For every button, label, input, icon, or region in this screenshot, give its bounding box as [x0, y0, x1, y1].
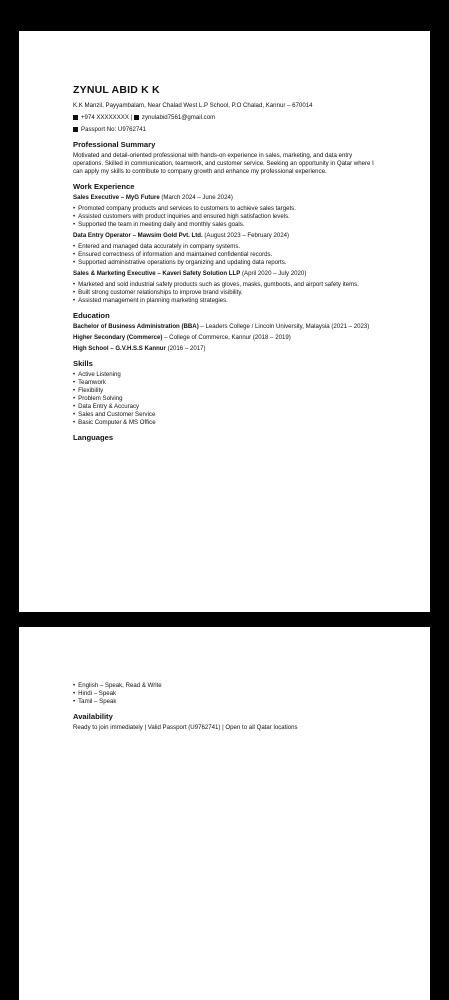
list-item: • Assisted customers with product inquiries and ensured high satisfaction levels.	[73, 213, 376, 221]
job-title: Sales & Marketing Executive – Kaveri Safety Solution LLP	[73, 270, 241, 277]
list-item: • Tamil – Speak	[73, 698, 376, 706]
phone-icon	[73, 115, 78, 120]
resume-page-2	[19, 627, 430, 1000]
list-item: • Ensured correctness of information and maintained confidential records.	[73, 251, 376, 259]
availability-text: Ready to join immediately | Valid Passport (U9762741) | Open to all Qatar locations	[73, 724, 298, 731]
experience-heading: Work Experience	[73, 182, 135, 191]
phone-number: +974 XXXXXXXX	[81, 114, 129, 121]
separator: |	[128, 114, 134, 121]
languages-list	[73, 682, 376, 706]
list-item: • Built strong customer relationships to improve brand visibility.	[73, 289, 376, 297]
list-item: • English – Speak, Read & Write	[73, 682, 376, 690]
job-entry	[73, 270, 376, 305]
list-item: • Active Listening	[73, 371, 376, 379]
job-bullets	[73, 281, 376, 305]
summary-heading: Professional Summary	[73, 140, 156, 149]
job-bullets	[73, 205, 376, 229]
job-title: Sales Executive – MyG Future	[73, 194, 160, 201]
job-dates: (April 2020 – July 2020)	[240, 270, 307, 277]
contact-line	[73, 114, 376, 122]
list-item: • Marketed and sold industrial safety products such as gloves, masks, gumboots, and airport safety items.	[73, 281, 376, 289]
skills-list	[73, 371, 376, 427]
passport-icon	[73, 127, 78, 132]
list-item: • Promoted company products and services to customers to achieve sales targets.	[73, 205, 376, 213]
address-line: K.K Manzil, Payyambalam, Near Chalad West L.P School, P.O Chalad, Kannur – 670014	[73, 102, 313, 109]
list-item: • Basic Computer & MS Office	[73, 419, 376, 427]
list-item: • Supported administrative operations by organizing and updating data reports.	[73, 259, 376, 267]
availability-heading: Availability	[73, 712, 113, 721]
email-address[interactable]: zynulabid7561@gmail.com	[141, 114, 216, 121]
resume-page-1	[19, 31, 430, 612]
job-dates: (August 2023 – February 2024)	[202, 232, 290, 239]
list-item: • Sales and Customer Service	[73, 411, 376, 419]
job-bullets	[73, 243, 376, 267]
job-entry	[73, 232, 376, 267]
degree: Higher Secondary (Commerce)	[73, 334, 163, 341]
list-item: • Flexibility	[73, 387, 376, 395]
education-entry	[73, 334, 376, 342]
candidate-name: ZYNUL ABID K K	[73, 84, 160, 96]
email-icon	[134, 115, 139, 120]
list-item: • Supported the team in meeting daily and monthly sales goals.	[73, 221, 376, 229]
education-heading: Education	[73, 311, 110, 320]
languages-heading: Languages	[73, 433, 114, 442]
degree: High School – G.V.H.S.S Kannur	[73, 345, 166, 352]
job-title-line	[73, 270, 376, 278]
passport-number: Passport No: U9762741	[81, 126, 147, 133]
education-entry	[73, 323, 376, 331]
list-item: • Problem Solving	[73, 395, 376, 403]
job-title-line	[73, 194, 376, 202]
list-item: • Hindi – Speak	[73, 690, 376, 698]
list-item: • Entered and managed data accurately in company systems.	[73, 243, 376, 251]
skills-heading: Skills	[73, 359, 93, 368]
list-item: • Data Entry & Accuracy	[73, 403, 376, 411]
degree: Bachelor of Business Administration (BBA)	[73, 323, 199, 330]
degree-detail: – College of Commerce, Kannur (2018 – 2019)	[162, 334, 291, 341]
education-entry	[73, 345, 376, 353]
degree-detail: (2016 – 2017)	[165, 345, 206, 352]
passport-line	[73, 126, 376, 134]
summary-text: Motivated and detail-oriented professional with hands-on experience in sales, marketing, and data entry operations. Skilled in communication, teamwork, and customer service. Seeking an opportunity in Qatar where I can apply my skills to contribute to company growth and enhance my professional experience.	[73, 152, 374, 175]
job-entry	[73, 194, 376, 229]
job-dates: (March 2024 – June 2024)	[159, 194, 233, 201]
list-item: • Teamwork	[73, 379, 376, 387]
job-title: Data Entry Operator – Mawsim Gold Pvt. Ltd.	[73, 232, 203, 239]
degree-detail: – Leaders College / Lincoln University, Malaysia (2021 – 2023)	[198, 323, 370, 330]
list-item: • Assisted management in planning marketing strategies.	[73, 297, 376, 305]
job-title-line	[73, 232, 376, 240]
